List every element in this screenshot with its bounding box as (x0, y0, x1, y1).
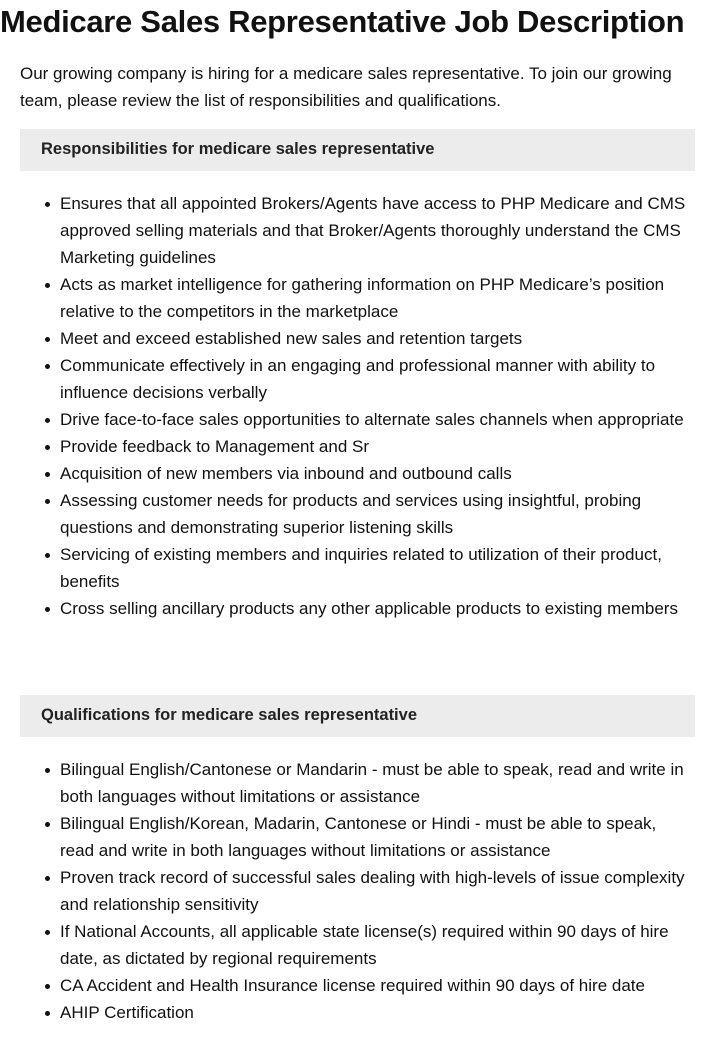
qualifications-header (20, 695, 695, 737)
qualifications-list (20, 756, 695, 1026)
list-item: CA Accident and Health Insurance license required within 90 days of hire date (60, 972, 695, 999)
responsibilities-list (20, 190, 695, 622)
list-item: Bilingual English/Korean, Madarin, Cantonese or Hindi - must be able to speak, read and write in both languages without limitations or assistance (60, 810, 695, 864)
list-item: Cross selling ancillary products any other applicable products to existing members (60, 595, 695, 622)
list-item: AHIP Certification (60, 999, 695, 1026)
list-item: Servicing of existing members and inquiries related to utilization of their product, benefits (60, 541, 695, 595)
list-item: Bilingual English/Cantonese or Mandarin - must be able to speak, read and write in both languages without limitations or assistance (60, 756, 695, 810)
list-item: Communicate effectively in an engaging and professional manner with ability to influence decisions verbally (60, 352, 695, 406)
list-item: Drive face-to-face sales opportunities to alternate sales channels when appropriate (60, 406, 695, 433)
list-item: Ensures that all appointed Brokers/Agents have access to PHP Medicare and CMS approved selling materials and that Broker/Agents thoroughly understand the CMS Marketing guidelines (60, 190, 695, 271)
page-title: Medicare Sales Representative Job Description (0, 4, 685, 39)
qualifications-heading: Qualifications for medicare sales representative (41, 706, 417, 724)
list-item: Meet and exceed established new sales and retention targets (60, 325, 695, 352)
responsibilities-header (20, 129, 695, 171)
list-item: Assessing customer needs for products and services using insightful, probing questions and demonstrating superior listening skills (60, 487, 695, 541)
list-item: Proven track record of successful sales dealing with high-levels of issue complexity and relationship sensitivity (60, 864, 695, 918)
list-item: Acquisition of new members via inbound and outbound calls (60, 460, 695, 487)
list-item: Provide feedback to Management and Sr (60, 433, 695, 460)
responsibilities-heading: Responsibilities for medicare sales representative (41, 140, 435, 158)
intro-paragraph: Our growing company is hiring for a medicare sales representative. To join our growing team, please review the list of responsibilities and qualifications. (20, 64, 672, 110)
list-item: Acts as market intelligence for gathering information on PHP Medicare’s position relative to the competitors in the marketplace (60, 271, 695, 325)
list-item: If National Accounts, all applicable state license(s) required within 90 days of hire date, as dictated by regional requirements (60, 918, 695, 972)
